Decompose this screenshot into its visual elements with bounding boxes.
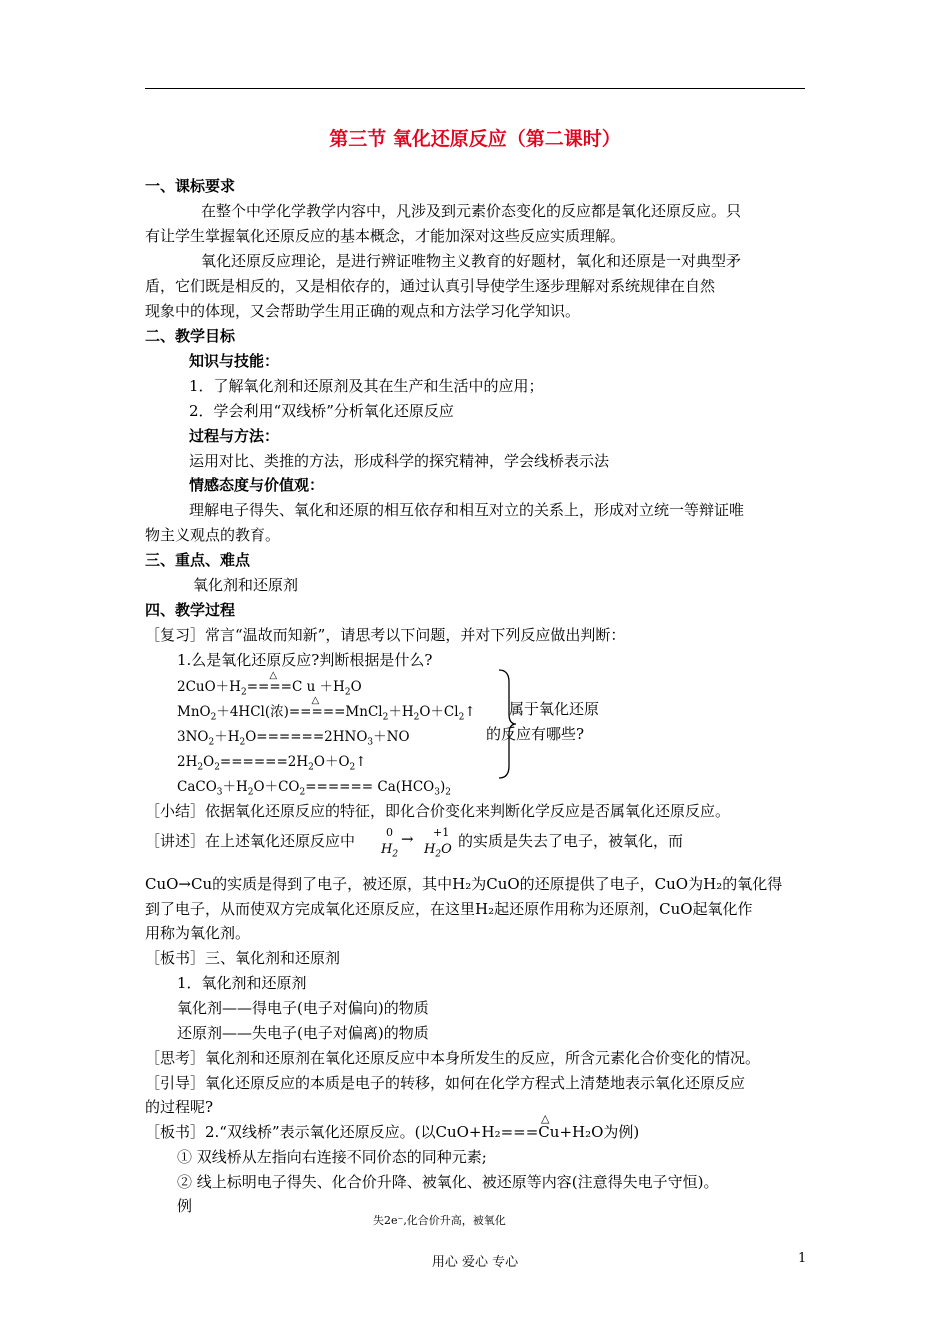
list-item: 1．氧化剂和还原剂 <box>177 974 307 992</box>
side-note: 属于氧化还原 <box>509 700 600 718</box>
subheading: 过程与方法： <box>189 427 280 445</box>
paragraph-line: 的实质是失去了电子，被氧化，而 <box>458 832 684 850</box>
paragraph-line: 盾，它们既是相反的，又是相依存的，通过认真引导使学生逐步理解对系统规律在自然 <box>145 277 716 295</box>
list-item: 还原剂——失电子(电子对偏离)的物质 <box>177 1024 429 1042</box>
paragraph-line: ［复习］常言“温故而知新”，请思考以下问题，并对下列反应做出判断： <box>145 626 626 644</box>
paragraph-line: 现象中的体现，又会帮助学生用正确的观点和方法学习化学知识。 <box>145 302 581 320</box>
paragraph-line: 理解电子得失、氧化和还原的相互依存和相互对立的关系上，形成对立统一等辩证唯 <box>189 501 745 519</box>
paragraph-line: 的过程呢? <box>145 1098 214 1116</box>
arrow: → <box>401 830 414 848</box>
paragraph-line: 用称为氧化剂。 <box>145 924 251 942</box>
paragraph-line: ［思考］氧化剂和还原剂在氧化还原反应中本身所发生的反应，所含元素化合价变化的情况。 <box>145 1049 761 1067</box>
paragraph-line: ［小结］依据氧化还原反应的特征，即化合价变化来判断化学反应是否属氧化还原反应。 <box>145 802 731 820</box>
formula: $H_2$ <box>381 842 399 860</box>
paragraph-line: 有让学生掌握氧化还原反应的基本概念，才能加深对这些反应实质理解。 <box>145 227 626 245</box>
paragraph-line: 例 <box>177 1197 193 1215</box>
heat-symbol: △ <box>541 1112 550 1125</box>
formula: $H_2O$ <box>424 842 452 860</box>
page-number: 1 <box>798 1251 807 1266</box>
paragraph-line: 氧化还原反应理论，是进行辨证唯物主义教育的好题材，氧化和还原是一对典型矛 <box>201 252 742 270</box>
paragraph-line: ［板书］2.“双线桥”表示氧化还原反应。(以CuO+H₂===Cu+H₂O为例) <box>145 1123 640 1141</box>
equation: $CaCO_3+H_2O+CO_2====== Ca(HCO_3)_2$ <box>177 779 451 798</box>
subheading: 情感态度与价值观： <box>189 476 325 494</box>
list-item: 2．学会利用“双线桥”分析氧化还原反应 <box>189 402 454 420</box>
page-title: 第三节 氧化还原反应（第二课时） <box>329 128 621 150</box>
list-item: ① 双线桥从左指向右连接不同价态的同种元素; <box>177 1148 487 1166</box>
section-heading: 四、教学过程 <box>145 601 236 619</box>
paragraph-line: ［板书］三、氧化剂和还原剂 <box>145 949 341 967</box>
paragraph-line: ［讲述］在上述氧化还原反应中 <box>145 832 356 850</box>
list-item: 氧化剂——得电子(电子对偏向)的物质 <box>177 999 429 1017</box>
bridge-label: 失2e⁻,化合价升高，被氧化 <box>373 1214 506 1227</box>
paragraph-line: 物主义观点的教育。 <box>145 526 281 544</box>
section-heading: 一、课标要求 <box>145 177 236 195</box>
equation: $2CuO+H_2===$ △ =C $u +H_2O$ <box>177 670 362 698</box>
side-note: 的反应有哪些? <box>486 725 585 743</box>
paragraph-line: 氧化剂和还原剂 <box>193 576 299 594</box>
list-item: 1．了解氧化剂和还原剂及其在生产和生活中的应用； <box>189 377 544 395</box>
question: 1.么是氧化还原反应?判断根据是什么? <box>177 651 433 669</box>
section-heading: 二、教学目标 <box>145 327 236 345</box>
oxidation-state: 0 <box>386 826 393 839</box>
equation: $2H_2O_2======2H_2O+O_2↑$ <box>177 754 367 773</box>
footer-motto: 用心 爱心 专心 <box>431 1255 519 1270</box>
paragraph-line: ［引导］氧化还原反应的本质是电子的转移，如何在化学方程式上清楚地表示氧化还原反应 <box>145 1074 746 1092</box>
paragraph-line: CuO→Cu的实质是得到了电子，被还原，其中H₂为CuO的还原提供了电子，CuO为H₂的氧化得 <box>145 875 783 893</box>
oxidation-state: +1 <box>433 826 450 839</box>
paragraph-line: 运用对比、类推的方法，形成科学的探究精神，学会线桥表示法 <box>189 452 610 470</box>
subheading: 知识与技能： <box>189 352 280 370</box>
list-item: ② 线上标明电子得失、化合价升降、被氧化、被还原等内容(注意得失电子守恒)。 <box>177 1173 719 1191</box>
equation: MnO$_2$＋4HCl(浓)=== △ $==MnCl_2+H_2O+Cl_2↑$ <box>177 695 476 723</box>
paragraph-line: 在整个中学化学教学内容中，凡涉及到元素价态变化的反应都是氧化还原反应。只 <box>201 202 742 220</box>
paragraph-line: 到了电子，从而使双方完成氧化还原反应，在这里H₂起还原作用称为还原剂，CuO起氧化作 <box>145 900 753 918</box>
header-rule <box>145 88 805 89</box>
equation: $3NO_2+H_2O======2HNO_3+NO$ <box>177 729 410 748</box>
section-heading: 三、重点、难点 <box>145 551 251 569</box>
